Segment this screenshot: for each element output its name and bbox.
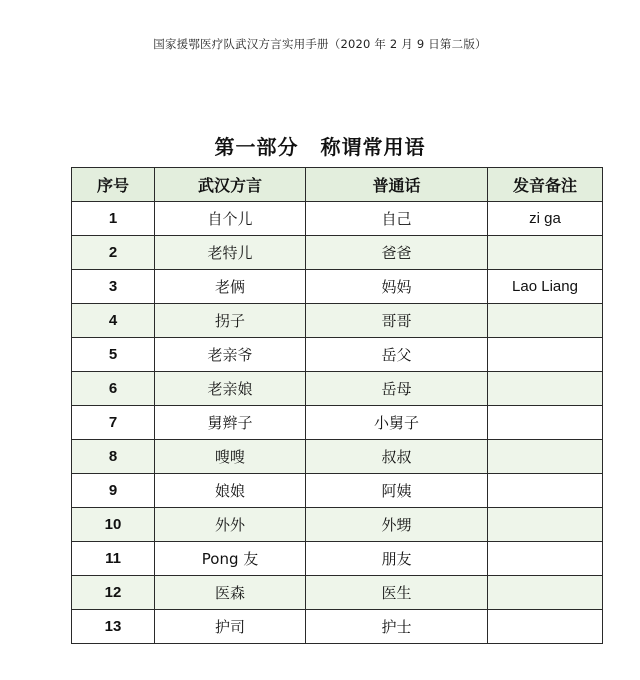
pronunciation-note-cell [488, 338, 603, 372]
mandarin-term-cell: 医生 [306, 576, 488, 610]
dialect-term-cell: 医森 [155, 576, 306, 610]
dialect-term-cell: 老特儿 [155, 236, 306, 270]
row-number-cell: 7 [72, 406, 155, 440]
pronunciation-note-cell [488, 236, 603, 270]
table-row [72, 576, 603, 610]
pronunciation-note-cell [488, 474, 603, 508]
dialect-term-cell: 拐子 [155, 304, 306, 338]
column-header-pronunciation-note: 发音备注 [488, 168, 603, 202]
mandarin-term-cell: 小舅子 [306, 406, 488, 440]
row-number-cell: 12 [72, 576, 155, 610]
column-header-number: 序号 [72, 168, 155, 202]
row-number-cell: 1 [72, 202, 155, 236]
mandarin-term-cell: 护士 [306, 610, 488, 644]
pronunciation-note-cell [488, 372, 603, 406]
section-title [0, 131, 640, 160]
table-row [72, 610, 603, 644]
row-number-cell: 6 [72, 372, 155, 406]
table-row [72, 338, 603, 372]
table-body [72, 202, 603, 644]
dialect-term-cell: 嗖嗖 [155, 440, 306, 474]
dialect-term-cell: 娘娘 [155, 474, 306, 508]
table-row [72, 474, 603, 508]
dialect-term-cell: 外外 [155, 508, 306, 542]
pronunciation-note-cell: zi ga [488, 202, 603, 236]
mandarin-term-cell: 哥哥 [306, 304, 488, 338]
table-header [72, 168, 603, 202]
mandarin-term-cell: 岳父 [306, 338, 488, 372]
table-row [72, 304, 603, 338]
pronunciation-note-cell [488, 508, 603, 542]
dialect-term-cell: 老亲爷 [155, 338, 306, 372]
table-row [72, 440, 603, 474]
row-number-cell: 2 [72, 236, 155, 270]
row-number-cell: 4 [72, 304, 155, 338]
column-header-dialect: 武汉方言 [155, 168, 306, 202]
table-row [72, 270, 603, 304]
mandarin-term-cell: 阿姨 [306, 474, 488, 508]
table-header-row [72, 168, 603, 202]
pronunciation-note-cell [488, 610, 603, 644]
mandarin-term-cell: 朋友 [306, 542, 488, 576]
column-header-mandarin: 普通话 [306, 168, 488, 202]
mandarin-term-cell: 妈妈 [306, 270, 488, 304]
pronunciation-note-cell [488, 576, 603, 610]
table-row [72, 202, 603, 236]
mandarin-term-cell: 外甥 [306, 508, 488, 542]
dialect-terms-table [71, 167, 603, 644]
dialect-term-cell: 自个儿 [155, 202, 306, 236]
pronunciation-note-cell [488, 406, 603, 440]
row-number-cell: 11 [72, 542, 155, 576]
dialect-term-cell: 舅辫子 [155, 406, 306, 440]
document-header: 国家援鄂医疗队武汉方言实用手册（2020 年 2 月 9 日第二版） [153, 37, 487, 51]
row-number-cell: 5 [72, 338, 155, 372]
mandarin-term-cell: 爸爸 [306, 236, 488, 270]
table-row [72, 508, 603, 542]
table-row [72, 406, 603, 440]
dialect-term-cell: 老亲娘 [155, 372, 306, 406]
row-number-cell: 9 [72, 474, 155, 508]
dialect-term-cell: 老俩 [155, 270, 306, 304]
mandarin-term-cell: 岳母 [306, 372, 488, 406]
dialect-term-cell: Pong 友 [155, 542, 306, 576]
row-number-cell: 8 [72, 440, 155, 474]
table-row [72, 542, 603, 576]
row-number-cell: 10 [72, 508, 155, 542]
row-number-cell: 3 [72, 270, 155, 304]
mandarin-term-cell: 叔叔 [306, 440, 488, 474]
mandarin-term-cell: 自己 [306, 202, 488, 236]
pronunciation-note-cell [488, 542, 603, 576]
section-title-part: 第一部分 [214, 135, 299, 159]
pronunciation-note-cell [488, 304, 603, 338]
table-row [72, 236, 603, 270]
section-title-name: 称谓常用语 [320, 135, 426, 159]
pronunciation-note-cell: Lao Liang [488, 270, 603, 304]
dialect-term-cell: 护司 [155, 610, 306, 644]
table-row [72, 372, 603, 406]
pronunciation-note-cell [488, 440, 603, 474]
row-number-cell: 13 [72, 610, 155, 644]
